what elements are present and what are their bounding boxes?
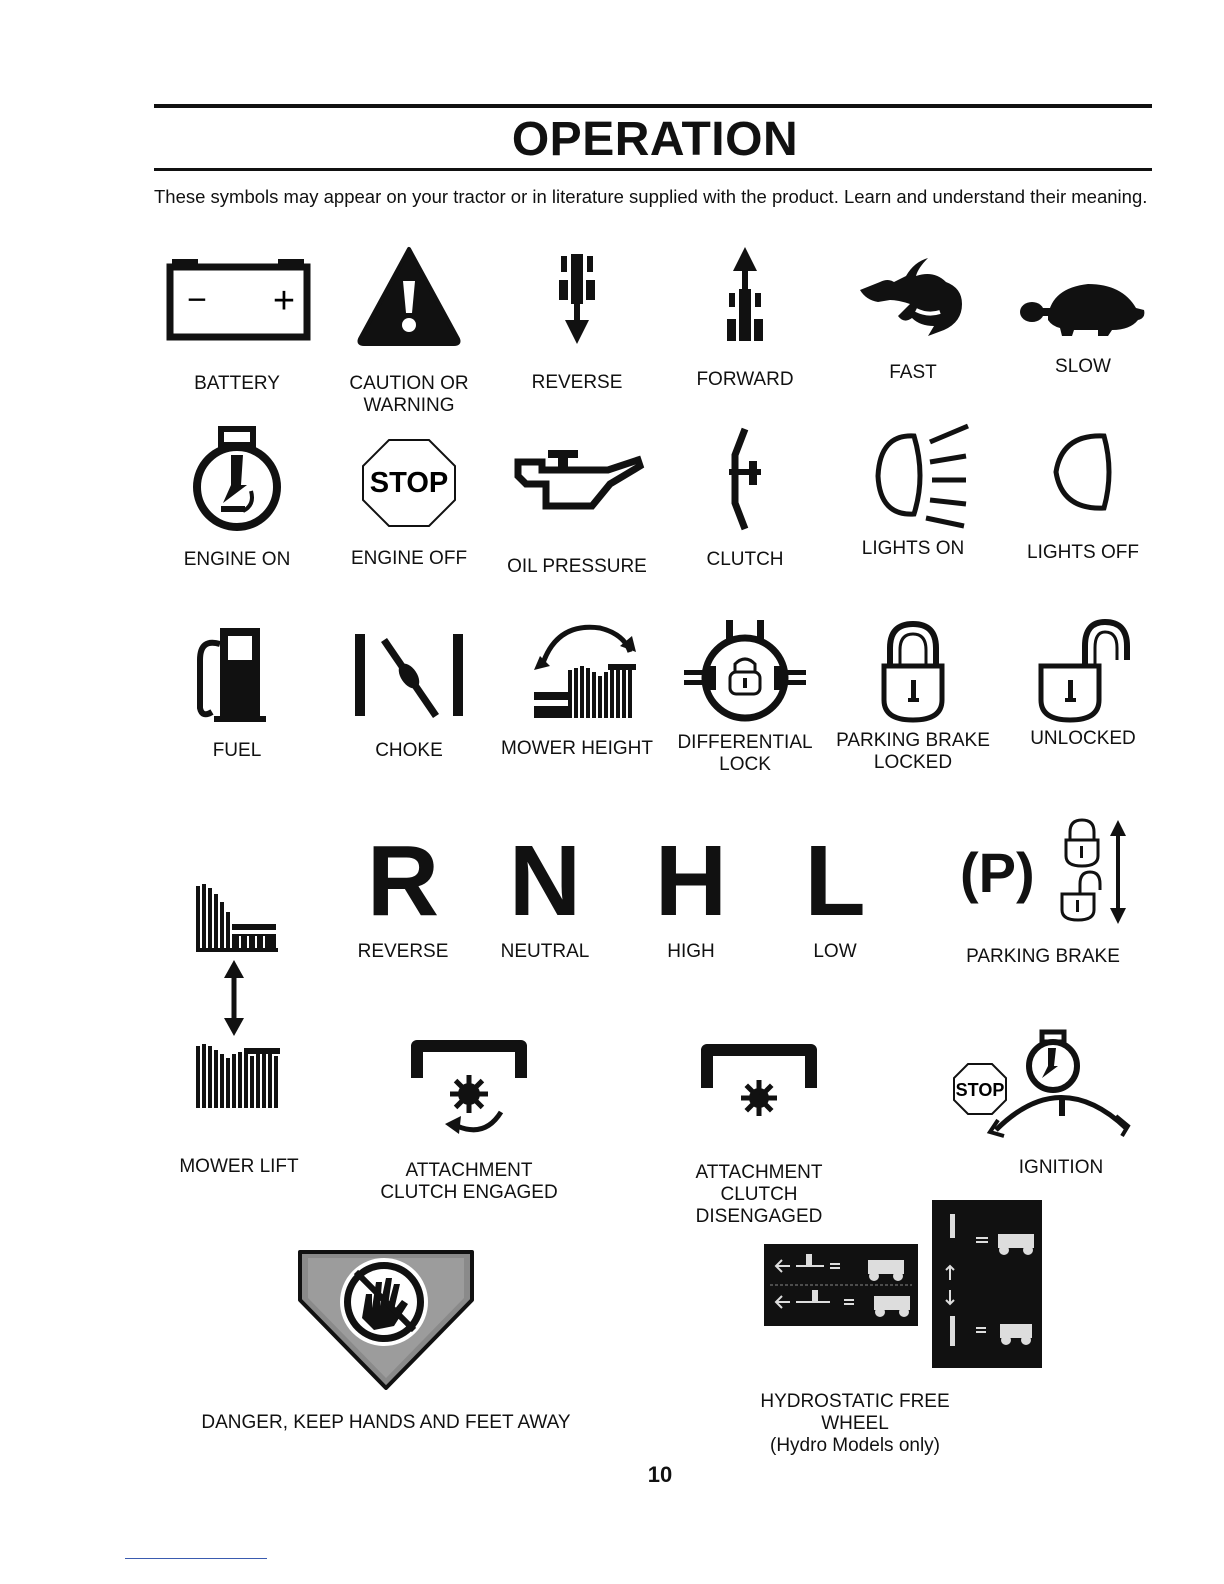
lights-on-label: LIGHTS ON (861, 538, 965, 559)
reverse-label: REVERSE (531, 372, 623, 393)
lights-off-label: LIGHTS OFF (1027, 542, 1139, 563)
symbol-attachment-engaged (374, 1038, 564, 1204)
differential-lock-label: DIFFERENTIAL LOCK (677, 732, 813, 775)
gear-high-letter: H (654, 825, 728, 937)
gear-reverse-letter: R (366, 825, 440, 937)
symbol-clutch (650, 425, 840, 571)
symbol-parking-brake-locked (818, 620, 1008, 774)
symbol-fast (818, 252, 1008, 384)
ignition-icon (950, 1028, 1140, 1140)
lights-off-icon (1048, 432, 1118, 512)
turtle-icon (1018, 272, 1148, 342)
symbol-lights-on (818, 420, 1008, 560)
slow-label: SLOW (1055, 356, 1111, 377)
mower-height-label: MOWER HEIGHT (501, 738, 653, 759)
gear-high-label: HIGH (667, 941, 715, 962)
top-rule (154, 104, 1152, 108)
symbol-engine-off (314, 438, 504, 570)
parking-brake-locked-label: PARKING BRAKE LOCKED (836, 730, 990, 773)
symbol-danger (186, 1248, 586, 1434)
oil-pressure-label: OIL PRESSURE (507, 556, 647, 577)
engine-on-label: ENGINE ON (183, 549, 291, 570)
forward-tractor-icon (725, 245, 765, 345)
symbol-parking-brake (948, 812, 1138, 968)
symbol-differential-lock (650, 618, 840, 776)
symbol-choke (314, 630, 504, 762)
unlocked-label: UNLOCKED (1030, 728, 1136, 749)
padlock-locked-icon (878, 620, 948, 724)
engine-on-icon (187, 425, 287, 535)
attachment-disengaged-label: ATTACHMENT CLUTCH DISENGAGED (695, 1162, 823, 1227)
gear-low-label: LOW (813, 941, 857, 962)
mower-height-icon (512, 616, 642, 724)
title-underline (154, 168, 1152, 171)
oil-can-icon (512, 446, 642, 516)
parking-brake-label: PARKING BRAKE (966, 946, 1120, 967)
rabbit-icon (858, 252, 968, 342)
symbol-oil-pressure (482, 446, 672, 578)
symbol-unlocked (988, 618, 1178, 750)
fuel-label: FUEL (212, 740, 262, 761)
symbol-slow (988, 272, 1178, 378)
battery-minus: − (187, 281, 207, 319)
caution-label: CAUTION OR WARNING (349, 373, 469, 416)
symbol-forward (650, 245, 840, 391)
battery-icon (162, 255, 312, 345)
hydro-sublabel: (Hydro Models only) (770, 1435, 940, 1456)
page-number: 10 (647, 1462, 673, 1487)
symbol-fuel (142, 624, 332, 762)
symbol-engine-on (142, 425, 332, 571)
symbol-battery (142, 255, 332, 395)
ignition-label: IGNITION (1018, 1157, 1104, 1178)
clutch-icon (725, 425, 765, 535)
symbol-gear-low (740, 825, 930, 963)
attachment-engaged-label: ATTACHMENT CLUTCH ENGAGED (380, 1160, 558, 1203)
choke-icon (349, 630, 469, 720)
attachment-disengaged-icon (699, 1040, 819, 1120)
hydro-free-wheel-decal (760, 1196, 1050, 1372)
mower-lift-label: MOWER LIFT (179, 1156, 299, 1177)
fast-label: FAST (889, 362, 937, 383)
ignition-sign-text: STOP (955, 1080, 1005, 1100)
gear-neutral-label: NEUTRAL (500, 941, 590, 962)
intro-text: These symbols may appear on your tractor or in literature supplied with the product. Learn and understand their meaning. (154, 186, 1148, 207)
gear-reverse-label: REVERSE (357, 941, 449, 962)
warning-icon (354, 245, 464, 345)
symbol-ignition (950, 1028, 1140, 1179)
footer-line (125, 1558, 267, 1559)
symbol-reverse (482, 248, 672, 394)
hydro-label: HYDROSTATIC FREE WHEEL (760, 1391, 950, 1434)
choke-label: CHOKE (375, 740, 443, 761)
symbol-mower-lift (179, 880, 299, 1177)
symbol-caution (314, 245, 504, 417)
differential-lock-icon (680, 618, 810, 724)
reverse-tractor-icon (557, 248, 597, 348)
padlock-unlocked-icon (1033, 618, 1133, 724)
clutch-label: CLUTCH (706, 549, 784, 570)
symbol-hydro (760, 1196, 1050, 1457)
lock-unlock-arrows-icon (1060, 816, 1130, 928)
engine-off-sign-text: STOP (369, 467, 449, 499)
stop-sign-icon (361, 438, 457, 528)
gear-neutral-letter: N (508, 825, 582, 937)
mower-lift-icon (184, 880, 294, 1120)
page-title: OPERATION (511, 113, 799, 166)
lights-on-icon (848, 420, 978, 530)
danger-label: DANGER, KEEP HANDS AND FEET AWAY (201, 1412, 571, 1433)
danger-hand-icon (296, 1248, 476, 1390)
symbol-lights-off (988, 432, 1178, 564)
forward-label: FORWARD (696, 369, 794, 390)
parking-brake-letter: (P) (960, 841, 1035, 904)
symbol-mower-height (482, 616, 672, 760)
battery-plus: + (272, 280, 296, 322)
attachment-engaged-icon (409, 1038, 529, 1140)
engine-off-label: ENGINE OFF (350, 548, 468, 569)
fuel-pump-icon (192, 624, 282, 724)
battery-label: BATTERY (194, 373, 280, 394)
gear-low-letter: L (804, 825, 866, 937)
